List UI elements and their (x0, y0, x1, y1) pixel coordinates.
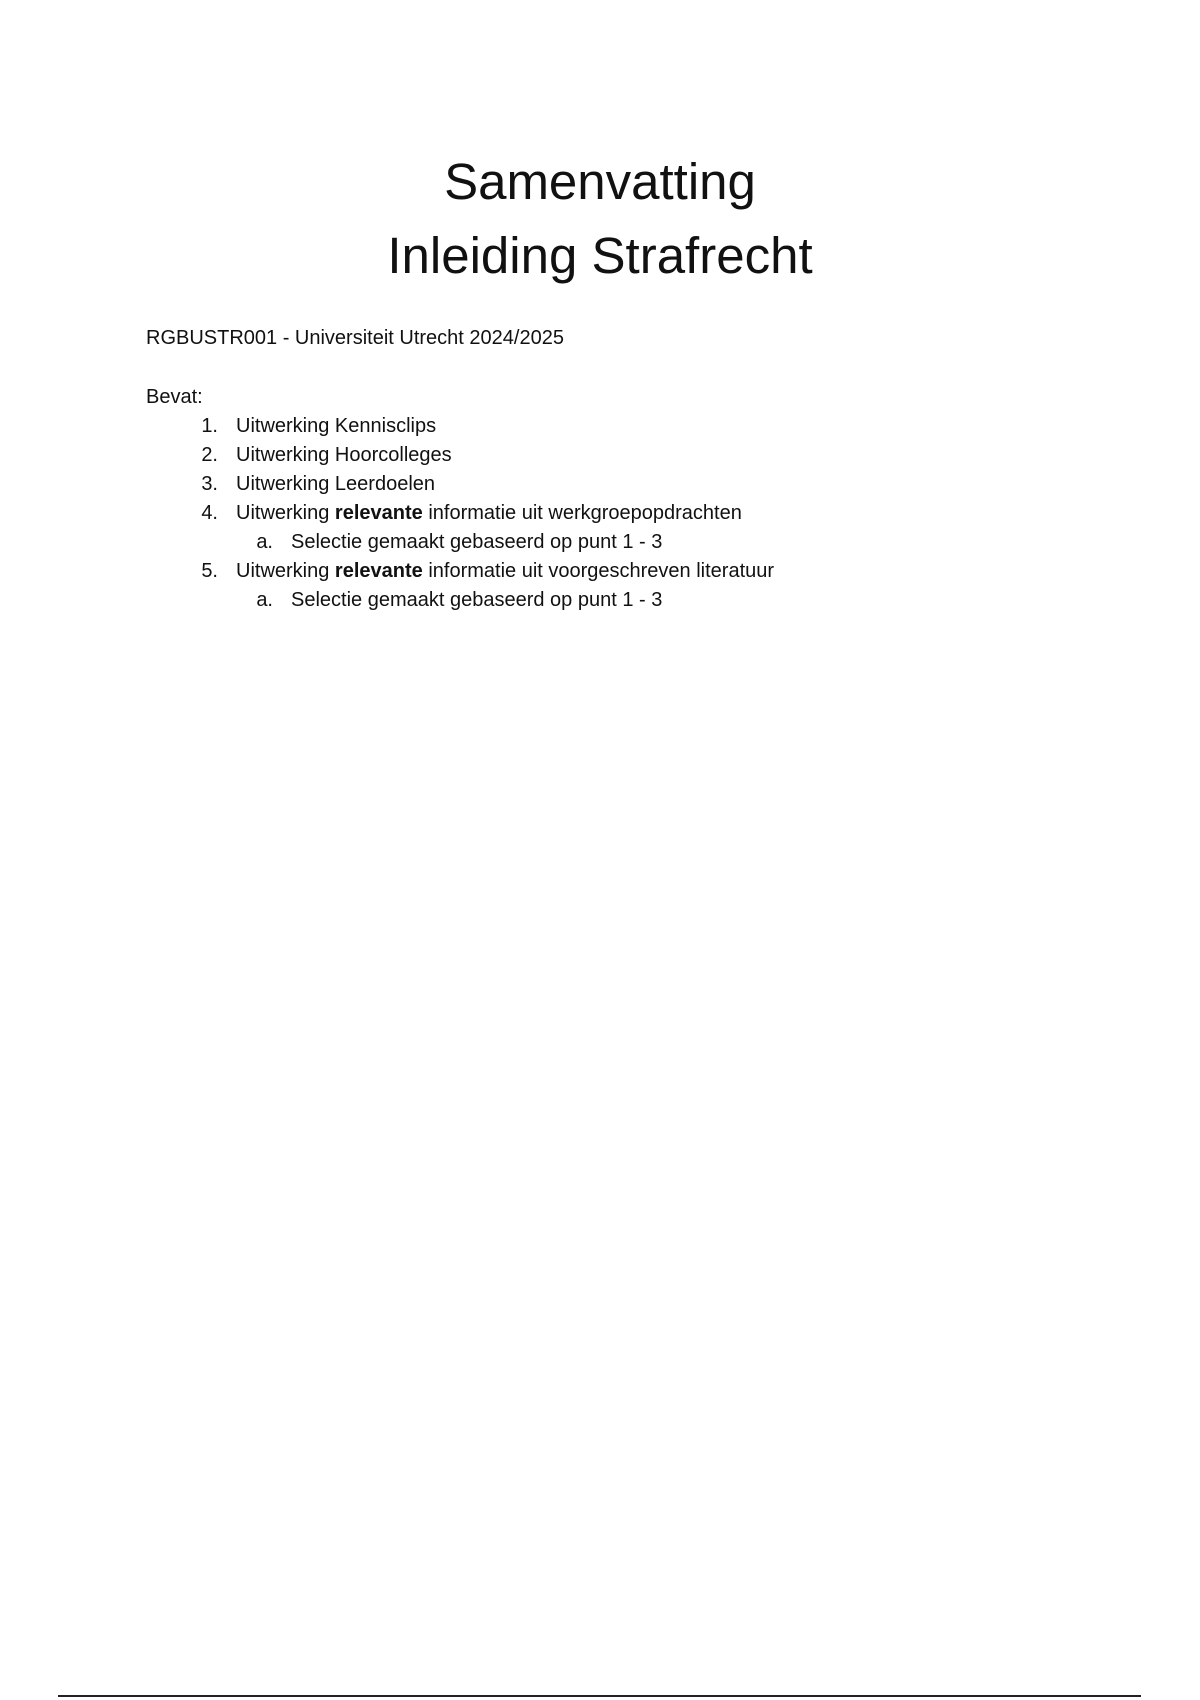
sub-list-item (146, 528, 1046, 557)
item-text-after: informatie uit werkgroepopdrachten (422, 502, 742, 524)
item-text-before: Uitwerking Leerdoelen (236, 473, 436, 495)
list-marker: 2. (201, 444, 218, 466)
sub-list-marker: a. (256, 531, 273, 553)
contents-list (146, 412, 1046, 615)
title-line-course: Inleiding Strafrecht (387, 227, 813, 284)
list-marker: 3. (201, 473, 218, 495)
bottom-rule (58, 1695, 1141, 1697)
list-item-literatuur (146, 557, 1046, 615)
course-code: RGBUSTR001 - Universiteit Utrecht 2024/2025 (146, 327, 564, 349)
list-marker: 5. (201, 560, 218, 582)
item-text-after: informatie uit voorgeschreven literatuur (422, 560, 775, 582)
item-text-before: Uitwerking Hoorcolleges (236, 444, 452, 466)
title-line-summary: Samenvatting (444, 153, 756, 210)
item-text-before: Uitwerking Kennisclips (236, 415, 437, 437)
sub-list-item (146, 586, 1046, 615)
list-item-text (218, 441, 452, 470)
list-item-leerdoelen (146, 470, 1046, 499)
list-marker: 4. (201, 502, 218, 524)
list-item-text (218, 557, 774, 586)
item-text-before: Uitwerking (236, 502, 335, 524)
list-item-hoorcolleges (146, 441, 1046, 470)
list-item-werkgroepopdrachten (146, 499, 1046, 557)
list-item-text (218, 499, 742, 528)
bold-emphasis: relevante (334, 502, 423, 524)
sub-list-text: Selectie gemaakt gebaseerd op punt 1 - 3 (291, 589, 663, 611)
list-item-text (218, 412, 436, 441)
item-text-before: Uitwerking (236, 560, 335, 582)
list-marker: 1. (201, 415, 218, 437)
list-item-kennisclips (146, 412, 1046, 441)
sub-list-text: Selectie gemaakt gebaseerd op punt 1 - 3 (291, 531, 663, 553)
list-item-text (218, 470, 435, 499)
sub-list-marker: a. (256, 589, 273, 611)
bold-emphasis: relevante (334, 560, 423, 582)
contents-label: Bevat: (146, 386, 203, 408)
document-title (0, 145, 1200, 293)
